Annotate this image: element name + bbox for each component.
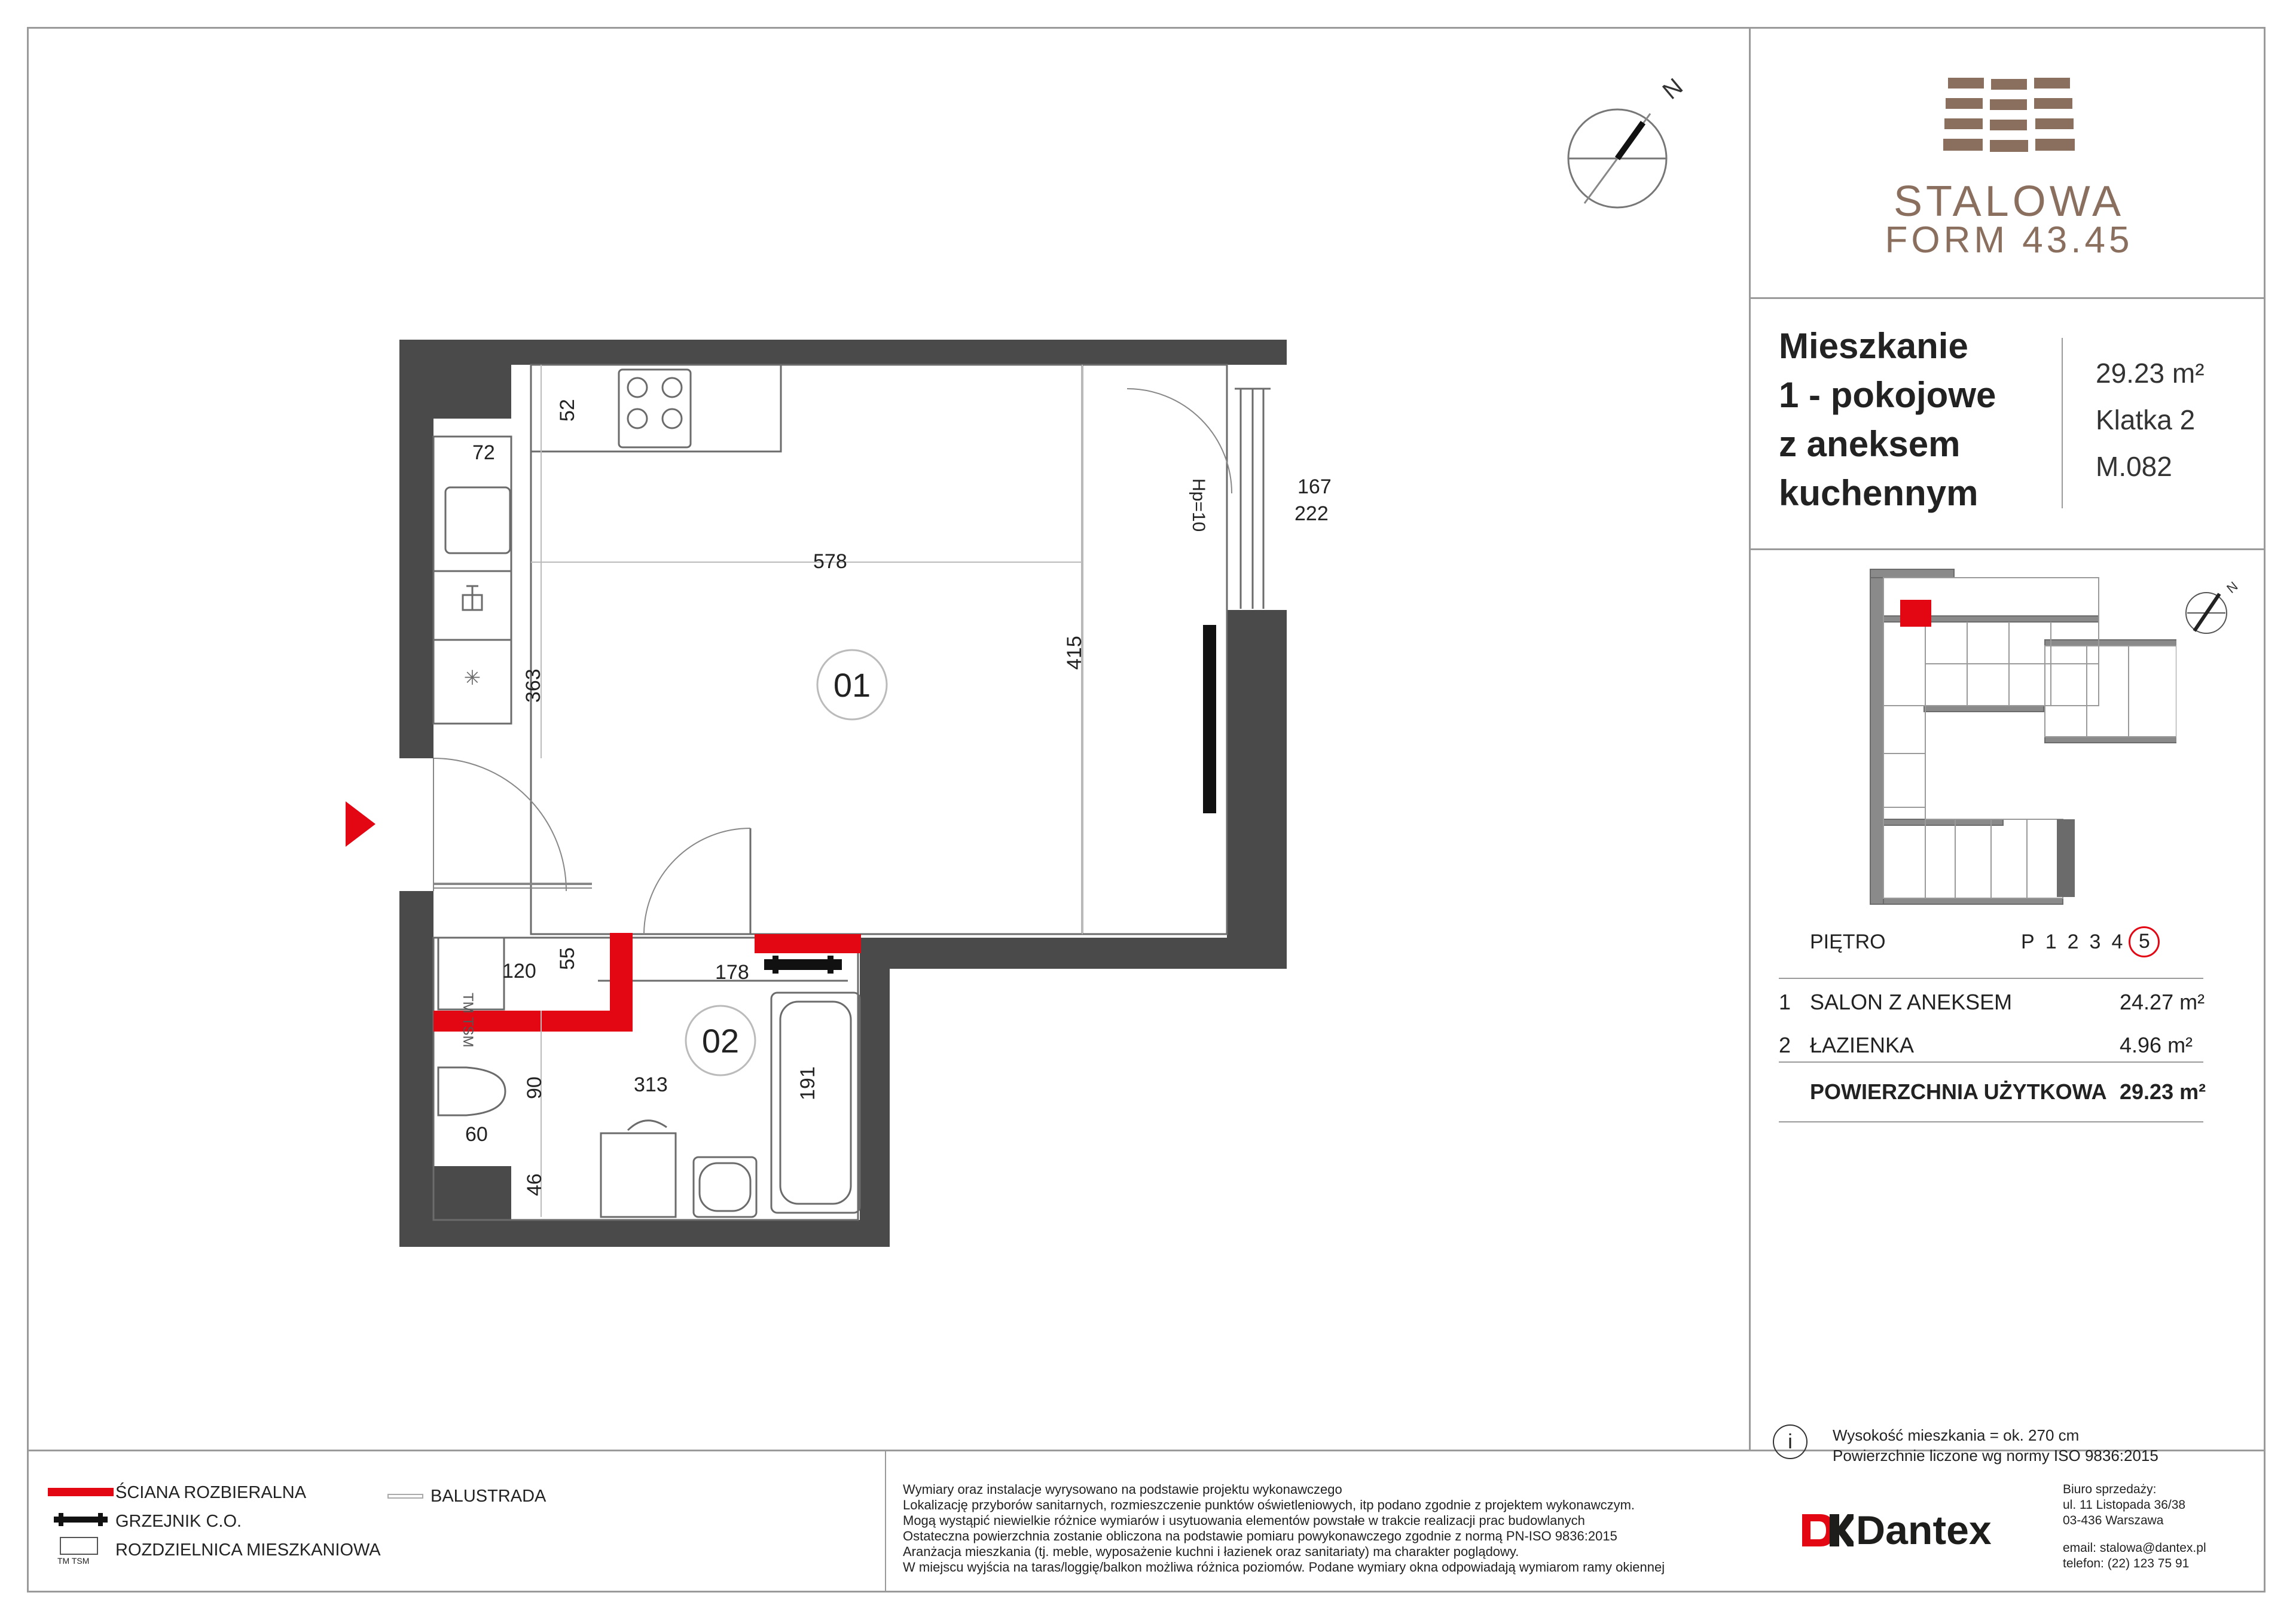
compass-icon <box>1568 74 1688 208</box>
sales-phone[interactable]: telefon: (22) 123 75 91 <box>2063 1557 2190 1570</box>
dimension: 120 <box>502 960 536 983</box>
brand-subname: FORM 43.45 <box>1885 219 2133 261</box>
window-label: Hp=10 <box>1189 478 1208 532</box>
dimension: 52 <box>556 399 579 422</box>
brand-name: STALOWA <box>1893 178 2125 225</box>
info-line: Powierzchnie liczone wg normy ISO 9836:2015 <box>1833 1447 2158 1465</box>
disclaimer-line: Aranżacja mieszkania (tj. meble, wyposażenie kuchni i łazienek oraz sanitariaty) ma charakter poglądowy. <box>903 1544 1519 1559</box>
info-icon: i <box>1773 1424 1808 1459</box>
developer-name: Dantex <box>1856 1508 1992 1553</box>
apartment-meta <box>2096 350 2205 490</box>
title-line: kuchennym <box>1779 473 1979 513</box>
sales-title: Biuro sprzedaży: <box>2063 1482 2157 1496</box>
room-area: 4.96 m² <box>2120 1033 2193 1057</box>
info-line: Wysokość mieszkania = ok. 270 cm <box>1833 1426 2080 1444</box>
footer-separator <box>885 1450 886 1593</box>
room-number: 1 <box>1779 990 1791 1014</box>
apartment-staircase: Klatka 2 <box>2096 404 2196 435</box>
title-divider <box>1749 548 2266 550</box>
entrance-arrow-icon <box>346 801 375 847</box>
legend-item: ROZDZIELNICA MIESZKANIOWA <box>115 1540 381 1560</box>
floor-option[interactable]: 3 <box>2089 931 2101 953</box>
sales-address: ul. 11 Listopada 36/38 <box>2063 1498 2186 1512</box>
legend-item: GRZEJNIK C.O. <box>115 1512 242 1531</box>
disclaimer <box>903 1482 1665 1575</box>
tsm-label: TM TSM <box>460 993 476 1048</box>
room-number: 2 <box>1779 1033 1791 1057</box>
sales-email[interactable]: email: stalowa@dantex.pl <box>2063 1541 2206 1555</box>
dantex-logo-icon <box>1800 1512 1854 1549</box>
floor-option-selected[interactable]: 5 <box>2129 926 2160 957</box>
floor-option[interactable]: 1 <box>2045 931 2057 953</box>
legend-tsm: TM TSM <box>57 1556 90 1566</box>
sales-office <box>2063 1482 2206 1572</box>
radiator <box>764 625 1216 974</box>
room-label: 02 <box>701 1022 740 1060</box>
apartment-area: 29.23 m² <box>2096 358 2205 389</box>
dimension: 222 <box>1294 502 1329 525</box>
disclaimer-line: Mogą wystąpić niewielkie różnice wymiarów i usytuowania elementów powstałe w trakcie realizacji prac budowlanych <box>903 1513 1585 1528</box>
legend-body <box>48 1477 706 1597</box>
key-plan-compass <box>2182 577 2248 646</box>
floor-label: PIĘTRO <box>1810 931 1886 953</box>
radiator-icon <box>48 1512 114 1532</box>
apartment-title <box>1779 322 1996 518</box>
title-meta-divider <box>2062 338 2063 508</box>
brand-logo-icon <box>1937 72 2081 161</box>
dimension: 46 <box>523 1173 546 1196</box>
compass-letter: N <box>1657 73 1688 105</box>
info-text <box>1833 1425 2158 1466</box>
svg-text:✳: ✳ <box>463 667 481 690</box>
removable-wall-icon <box>48 1488 114 1496</box>
dimension: 578 <box>813 550 847 573</box>
dimension: 72 <box>472 441 495 464</box>
dimension: 191 <box>796 1066 819 1100</box>
floor-selector <box>2021 931 2160 957</box>
room-name: SALON Z ANEKSEM <box>1810 990 2013 1014</box>
floor-option[interactable]: 4 <box>2111 931 2123 953</box>
compass-letter: N <box>2224 578 2241 596</box>
total-divider <box>1779 1121 2203 1122</box>
distribution-board-icon <box>60 1537 98 1555</box>
disclaimer-line: Wymiary oraz instalacje wyrysowano na podstawie projektu wykonawczego <box>903 1482 1342 1497</box>
total-label: POWIERZCHNIA UŻYTKOWA <box>1810 1079 2107 1104</box>
removable-walls <box>433 933 861 1032</box>
sales-address: 03-436 Warszawa <box>2063 1514 2164 1527</box>
disclaimer-line: Lokalizację przyborów sanitarnych, rozmieszczenie punktów oświetleniowych, itp podano zgodnie z projektem wykonawczym. <box>903 1497 1635 1512</box>
balustrade-icon <box>387 1494 423 1499</box>
title-line: z aneksem <box>1779 424 1961 464</box>
room-row <box>1779 990 1791 1015</box>
disclaimer-line: Ostateczna powierzchnia zostanie obliczona na podstawie pomiaru powykonawczego zgodnie z normą PN-ISO 9836:2015 <box>903 1529 1617 1543</box>
legend-balustrade: BALUSTRADA <box>430 1487 546 1506</box>
room-name: ŁAZIENKA <box>1810 1033 1915 1057</box>
floor-option[interactable]: 2 <box>2067 931 2079 953</box>
brand-divider <box>1749 297 2266 299</box>
rooms-divider <box>1779 1061 2203 1063</box>
total-area: 29.23 m² <box>2120 1079 2206 1104</box>
dimension: 415 <box>1063 636 1086 670</box>
floor-divider <box>1779 978 2203 979</box>
key-plan-unit-highlight <box>1900 600 1931 627</box>
key-plan-map <box>1866 556 2176 915</box>
walls <box>399 340 1287 1247</box>
panel-divider <box>1749 27 1751 1450</box>
disclaimer-line: W miejscu wyjścia na taras/loggię/balkon możliwa różnica poziomów. Podane wymiary okna odpowiadają wymiarom ramy okiennej <box>903 1560 1665 1575</box>
key-plan <box>1866 556 2176 918</box>
brand-logo <box>1937 72 2081 164</box>
floor-option[interactable]: P <box>2021 931 2035 953</box>
dimension: 60 <box>465 1123 488 1146</box>
dimension: 178 <box>715 961 749 984</box>
room-area: 24.27 m² <box>2120 990 2205 1014</box>
title-line: Mieszkanie <box>1779 326 1968 366</box>
title-line: 1 - pokojowe <box>1779 375 1996 415</box>
dimension: 167 <box>1297 475 1332 498</box>
dimension: 90 <box>523 1076 546 1099</box>
dimension: 55 <box>556 947 579 970</box>
dimension: 313 <box>634 1073 668 1096</box>
dimension: 363 <box>522 669 545 703</box>
compass-icon <box>2182 577 2248 643</box>
apartment-unit: M.082 <box>2096 451 2172 482</box>
room-label: 01 <box>833 666 871 704</box>
developer-logo <box>1800 1507 1992 1554</box>
legend-item: ŚCIANA ROZBIERALNA <box>115 1483 307 1502</box>
